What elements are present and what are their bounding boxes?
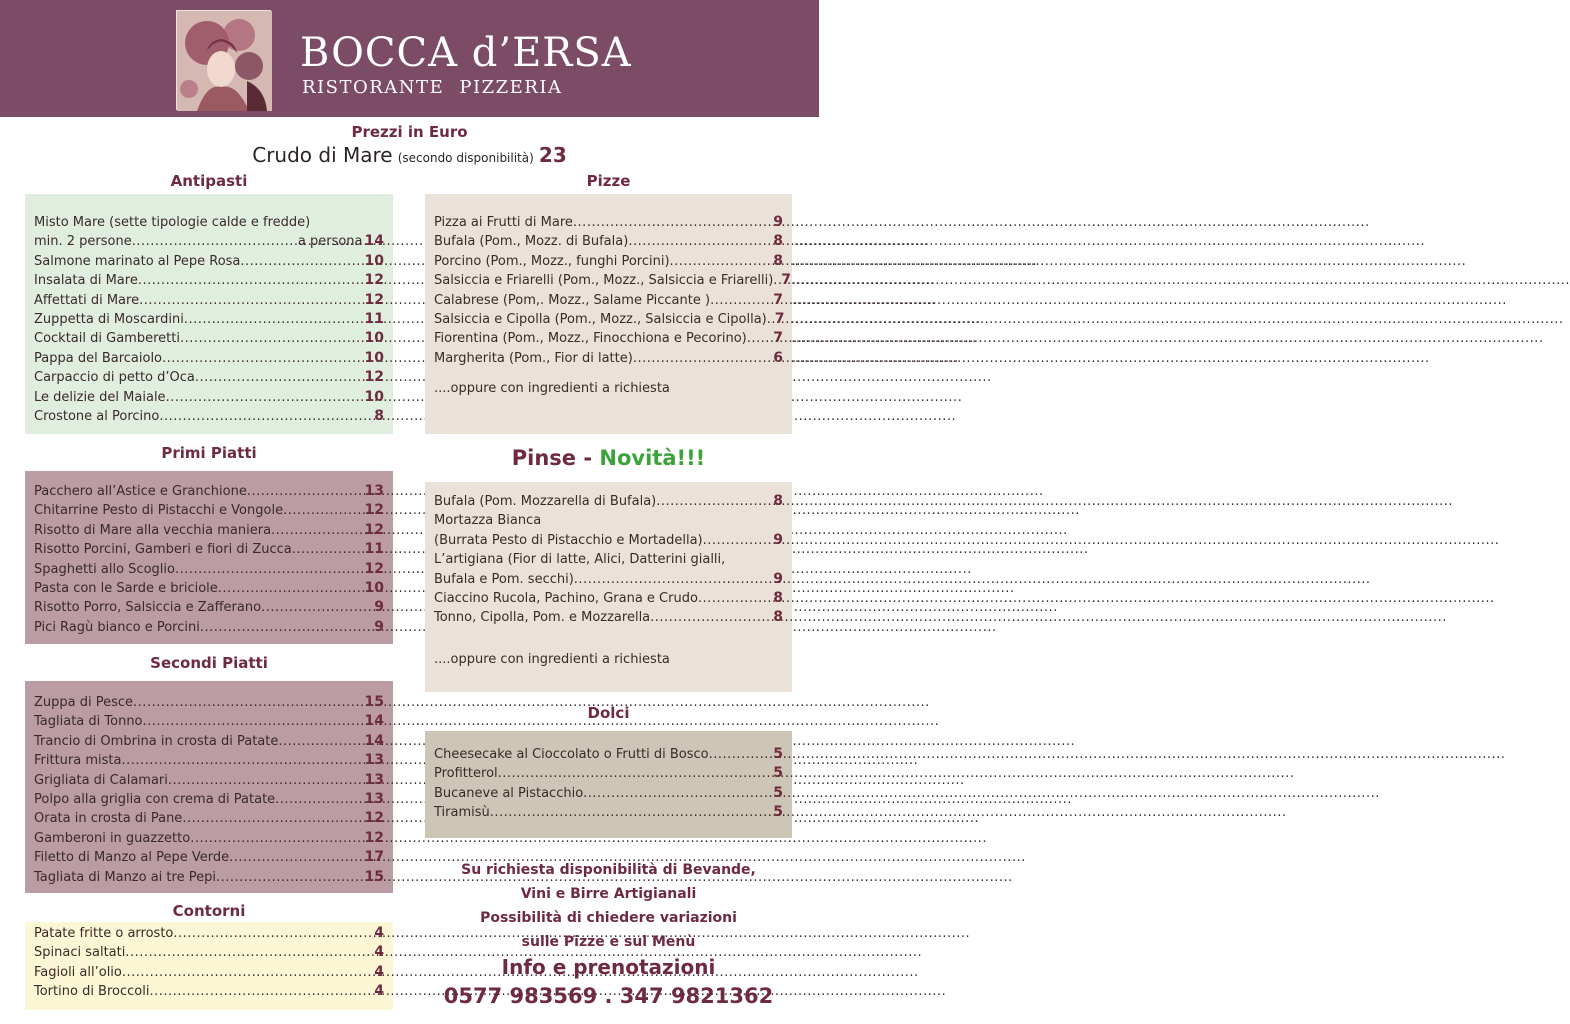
dot-leader [184, 310, 363, 329]
menu-item-price: 13 [364, 771, 384, 788]
pinse-title: Pinse [511, 446, 577, 470]
menu-item-name: Bucaneve al Pistacchio [434, 785, 584, 801]
menu-item-price: 4 [374, 925, 384, 941]
dot-leader [490, 803, 771, 822]
menu-item-price: 17 [364, 849, 384, 866]
footer-notes [425, 858, 792, 954]
footer-line: Vini e Birre Artigianali [520, 886, 697, 902]
primi-box [25, 471, 393, 644]
menu-item [34, 732, 384, 751]
dot-leader [709, 745, 772, 764]
crudo-note: (secondo disponibilità) [397, 151, 534, 165]
menu-item-price: 9 [374, 618, 384, 635]
pinse-note: ....oppure con ingredienti a richiesta [434, 651, 670, 667]
restaurant-name: BOCCA d’ERSA [300, 30, 632, 76]
menu-item-name: Crostone al Porcino [34, 408, 160, 424]
menu-item-price: 9 [773, 214, 783, 230]
menu-item [34, 407, 384, 426]
menu-item-name: Polpo alla griglia con crema di Patate [34, 791, 276, 807]
section-title-primi: Primi Piatti [161, 444, 257, 462]
dot-leader [138, 271, 363, 290]
menu-item-price: 10 [364, 349, 384, 366]
dot-leader [261, 598, 372, 617]
menu-item [34, 848, 384, 867]
menu-item [434, 803, 783, 822]
dot-leader [216, 868, 363, 887]
dot-leader [133, 693, 362, 712]
menu-item [434, 232, 783, 251]
dot-leader [278, 732, 362, 751]
footer-line: Possibilità di chiedere variazioni [480, 910, 737, 926]
dot-leader [747, 329, 772, 348]
menu-item [434, 329, 783, 348]
menu-item-price: 6 [773, 349, 783, 366]
menu-item [434, 252, 783, 271]
dot-leader [633, 349, 771, 368]
menu-item-name: Patate fritte o arrosto [34, 926, 174, 941]
dot-leader [670, 252, 772, 271]
menu-item-name: Porcino (Pom., Mozz., funghi Porcini) [434, 253, 670, 269]
menu-item [34, 368, 384, 387]
dot-leader [573, 213, 771, 232]
dot-leader [283, 501, 362, 520]
menu-item-name: Bufala e Pom. secchi) [434, 571, 574, 587]
pizze-box [425, 194, 792, 434]
dot-leader [149, 982, 372, 1001]
dot-leader [173, 924, 372, 943]
menu-item [434, 784, 783, 803]
menu-item-price: 8 [773, 493, 783, 509]
menu-item [434, 291, 783, 310]
menu-item [34, 560, 384, 579]
info-title: Info e prenotazioni [501, 955, 716, 979]
menu-item-price: 8 [773, 589, 783, 606]
dot-leader [143, 712, 363, 731]
menu-item-price: 14 [364, 732, 384, 749]
pinse-box [425, 482, 792, 692]
art-nouveau-portrait-icon [176, 10, 271, 110]
dot-leader [200, 618, 372, 637]
dot-leader [703, 531, 772, 550]
menu-item-price: 9 [773, 570, 783, 587]
menu-item-name: Spaghetti allo Scoglio [34, 561, 175, 577]
novita-badge: Novità!!! [599, 446, 706, 470]
menu-item [34, 982, 384, 1001]
menu-item: min. 2 persone ..... a persona 14 [34, 232, 384, 251]
menu-item-name: Spinaci saltati [34, 945, 126, 961]
phone-numbers: 0577 983569 . 347 9821362 [443, 984, 774, 1008]
menu-item-line: Mortazza Bianca [434, 513, 542, 529]
dot-leader [650, 608, 771, 627]
pizze-note: ....oppure con ingredienti a richiesta [434, 381, 670, 397]
menu-item [434, 589, 783, 608]
menu-item-name: Tiramisù [434, 805, 490, 821]
primi-list [34, 482, 384, 637]
menu-item-name: Tagliata di Manzo ai tre Pepi [34, 869, 216, 885]
menu-item-name: Tonno, Cipolla, Pom. e Mozzarella [434, 610, 651, 626]
menu-item-name: Salsiccia e Cipolla (Pom., Mozz., Salsiccia e Cipolla) [434, 311, 767, 327]
menu-item-price: 12 [364, 560, 384, 577]
menu-item-price: 8 [773, 252, 783, 269]
section-title-antipasti: Antipasti [170, 172, 248, 190]
menu-item-price: 13 [364, 752, 384, 769]
menu-item [34, 291, 384, 310]
menu-item-price: 10 [364, 388, 384, 405]
dot-leader [271, 521, 362, 540]
section-title-dolci: Dolci [587, 704, 630, 722]
menu-item-name: Risotto Porcini, Gamberi e fiori di Zucca [34, 542, 292, 558]
restaurant-subtitle: RISTORANTE PIZZERIA [302, 77, 563, 98]
menu-item-price: 12 [364, 829, 384, 846]
pinse-dash: - [576, 446, 600, 470]
menu-item [34, 252, 384, 271]
menu-item-name: Calabrese (Pom,. Mozz., Salame Piccante ) [434, 292, 711, 308]
menu-item-price: 9 [773, 531, 783, 548]
dot-leader [229, 848, 362, 867]
dot-leader [180, 329, 363, 348]
secondi-list [34, 693, 384, 887]
menu-item-name: Salsiccia e Friarelli (Pom., Mozz., Salsiccia e Friarelli) [434, 273, 774, 289]
menu-item-name: Chitarrine Pesto di Pistacchi e Vongole [34, 503, 284, 519]
menu-item-price: 5 [773, 804, 783, 821]
menu-item [34, 521, 384, 540]
menu-item [434, 764, 783, 783]
menu-item [34, 809, 384, 828]
antipasti-box [25, 194, 393, 434]
crudo-di-mare [0, 143, 819, 167]
menu-item-name: Pici Ragù bianco e Porcini [34, 619, 200, 635]
dolci-list [434, 745, 783, 823]
menu-item [34, 388, 384, 407]
menu-item-name: Risotto di Mare alla vecchia maniera [34, 522, 272, 538]
menu-item-name: Carpaccio di petto d’Oca [34, 370, 195, 386]
pinse-list [434, 492, 783, 628]
antipasti-list [34, 252, 384, 427]
menu-item-price: 4 [374, 963, 384, 980]
secondi-box [25, 681, 393, 893]
dot-leader [159, 407, 372, 426]
menu-item-price: 8 [773, 233, 783, 250]
dot-leader [166, 388, 363, 407]
menu-item-price: 12 [364, 291, 384, 308]
menu-item-price: 11 [364, 541, 384, 558]
dot-leader [218, 579, 363, 598]
menu-item-price: 13 [364, 483, 384, 499]
menu-item [34, 271, 384, 290]
footer-line: Su richiesta disponibilità di Bevande, [461, 862, 756, 878]
menu-item-line: L’artigiana (Fior di latte, Alici, Datterini gialli, [434, 552, 726, 568]
menu-item-price: 7 [773, 330, 783, 347]
menu-item-name: Tortino di Broccoli [34, 984, 150, 1000]
menu-item [34, 693, 384, 712]
dot-leader [125, 943, 372, 962]
dot-leader [240, 252, 362, 271]
menu-item-name: Zuppa di Pesce [34, 695, 134, 710]
menu-item [34, 829, 384, 848]
menu-item-name: Bufala (Pom., Mozz. di Bufala) [434, 234, 629, 250]
menu-item-name: Margherita (Pom., Fior di latte) [434, 350, 633, 366]
menu-item [34, 618, 384, 637]
menu-item [434, 492, 783, 511]
dot-leader [574, 570, 771, 589]
menu-item [434, 310, 783, 329]
menu-item-price: 7 [774, 310, 785, 327]
menu-item-name: Affettati di Mare [34, 292, 140, 308]
menu-item [434, 271, 792, 290]
menu-item-line: Misto Mare (sette tipologie calde e fredde) [34, 215, 311, 230]
menu-item [34, 540, 384, 559]
section-title-secondi: Secondi Piatti [150, 654, 268, 672]
menu-item-price: 13 [364, 790, 384, 807]
dot-leader [122, 963, 372, 982]
dot-leader [710, 291, 771, 310]
contorni-box [25, 922, 393, 1010]
menu-item-price: 8 [374, 407, 384, 424]
menu-item-name: Ciaccino Rucola, Pachino, Grana e Crudo [434, 590, 698, 606]
menu-item-name: Insalata di Mare [34, 273, 138, 289]
dolci-box [425, 731, 792, 838]
menu-item-price: 5 [773, 784, 783, 801]
header-banner [0, 0, 819, 117]
menu-item-name: Le delizie del Maiale [34, 389, 166, 405]
dot-leader [498, 764, 772, 783]
menu-item [34, 579, 384, 598]
menu-item-price: 14 [364, 713, 384, 730]
menu-item-name: Trancio di Ombrina in crosta di Patate [34, 733, 279, 749]
section-title-contorni: Contorni [172, 902, 246, 920]
menu-item [434, 349, 783, 368]
menu-item [34, 712, 384, 731]
menu-item [34, 329, 384, 348]
menu-item [34, 868, 384, 887]
menu-item-name: Tagliata di Tonno [34, 714, 143, 730]
menu-item-name: Bufala (Pom. Mozzarella di Bufala) [434, 494, 657, 509]
dot-leader [121, 751, 362, 770]
menu-item [434, 213, 783, 232]
menu-item-price: 10 [364, 252, 384, 269]
menu-item-name: Profitterol [434, 766, 498, 782]
dot-leader [275, 790, 362, 809]
menu-item [34, 598, 384, 617]
menu-item [34, 501, 384, 520]
pizze-list [434, 213, 792, 368]
menu-item-price: 12 [364, 502, 384, 519]
prices-label: Prezzi in Euro [351, 123, 468, 141]
menu-item [34, 771, 384, 790]
section-title-pizze: Pizze [586, 172, 631, 190]
dot-leader [698, 589, 771, 608]
menu-item-name: Pizza ai Frutti di Mare [434, 215, 573, 230]
dot-leader [583, 784, 771, 803]
menu-item [434, 608, 783, 627]
crudo-price: 23 [538, 143, 567, 167]
menu-item-name: Fagioli all’olio [34, 964, 122, 980]
menu-item-name: Pasta con le Sarde e briciole [34, 580, 218, 596]
dot-leader [162, 349, 363, 368]
dot-leader [182, 809, 362, 828]
menu-item-name: Salmone marinato al Pepe Rosa [34, 253, 241, 269]
menu-item [434, 745, 783, 764]
menu-item-price: 15 [364, 694, 384, 710]
menu-item-name: Cheesecake al Cioccolato o Frutti di Bosco [434, 747, 709, 762]
menu-item-name: (Burrata Pesto di Pistacchio e Mortadella) [434, 532, 703, 548]
menu-item-price: 10 [364, 579, 384, 596]
menu-item-price: 10 [364, 330, 384, 347]
menu-item-name: Gamberoni in guazzetto [34, 830, 191, 846]
menu-item [34, 924, 384, 943]
menu-item-price: 11 [364, 310, 384, 327]
menu-item [34, 943, 384, 962]
menu-item-name: Grigliata di Calamari [34, 772, 168, 788]
crudo-name: Crudo di Mare [252, 143, 393, 167]
menu-item-name: Zuppetta di Moscardini [34, 311, 184, 327]
menu-item-name: Fiorentina (Pom., Mozz., Finocchiona e Pecorino) [434, 331, 747, 347]
menu-item-name: Risotto Porro, Salsiccia e Zafferano [34, 600, 262, 616]
dot-leader [247, 482, 363, 501]
contorni-list [34, 924, 384, 1002]
menu-item-name: Frittura mista [34, 753, 122, 769]
menu-item [34, 349, 384, 368]
menu-item-price: 12 [364, 521, 384, 538]
dot-leader [628, 232, 771, 251]
menu-item-price: 12 [364, 810, 384, 827]
menu-item [434, 531, 783, 550]
menu-item [34, 482, 384, 501]
menu-item-price: 7 [773, 291, 783, 308]
menu-item [34, 790, 384, 809]
menu-item-name: Cocktail di Gamberetti [34, 331, 180, 347]
menu-item [34, 963, 384, 982]
menu-item-price: 7 [781, 272, 792, 289]
dot-leader [175, 560, 363, 579]
menu-item-price: 5 [773, 765, 783, 782]
dot-leader [139, 291, 362, 310]
menu-item-price: 9 [374, 599, 384, 616]
menu-item-price: 8 [773, 609, 783, 626]
footer-line: sulle Pizze e sul Menù [521, 934, 696, 950]
menu-item-price: 4 [374, 983, 384, 1000]
menu-item [34, 310, 384, 329]
menu-item-name: Pacchero all’Astice e Granchione [34, 484, 247, 499]
menu-item-price: 12 [364, 272, 384, 289]
menu-item-name: Orata in crosta di Pane [34, 811, 183, 827]
dot-leader [292, 540, 363, 559]
menu-item-name: Filetto di Manzo al Pepe Verde [34, 850, 230, 866]
dot-leader [195, 368, 363, 387]
section-title-pinse [425, 446, 792, 470]
menu-item [34, 751, 384, 770]
dot-leader [168, 771, 363, 790]
menu-item-price: 12 [364, 369, 384, 386]
menu-item-price: 15 [364, 868, 384, 885]
menu-item-price: 4 [374, 944, 384, 961]
menu-item-name: Pappa del Barcaiolo [34, 350, 163, 366]
dot-leader [190, 829, 362, 848]
dot-leader [656, 492, 771, 511]
menu-item-price: 5 [773, 746, 783, 762]
menu-item [434, 570, 783, 589]
